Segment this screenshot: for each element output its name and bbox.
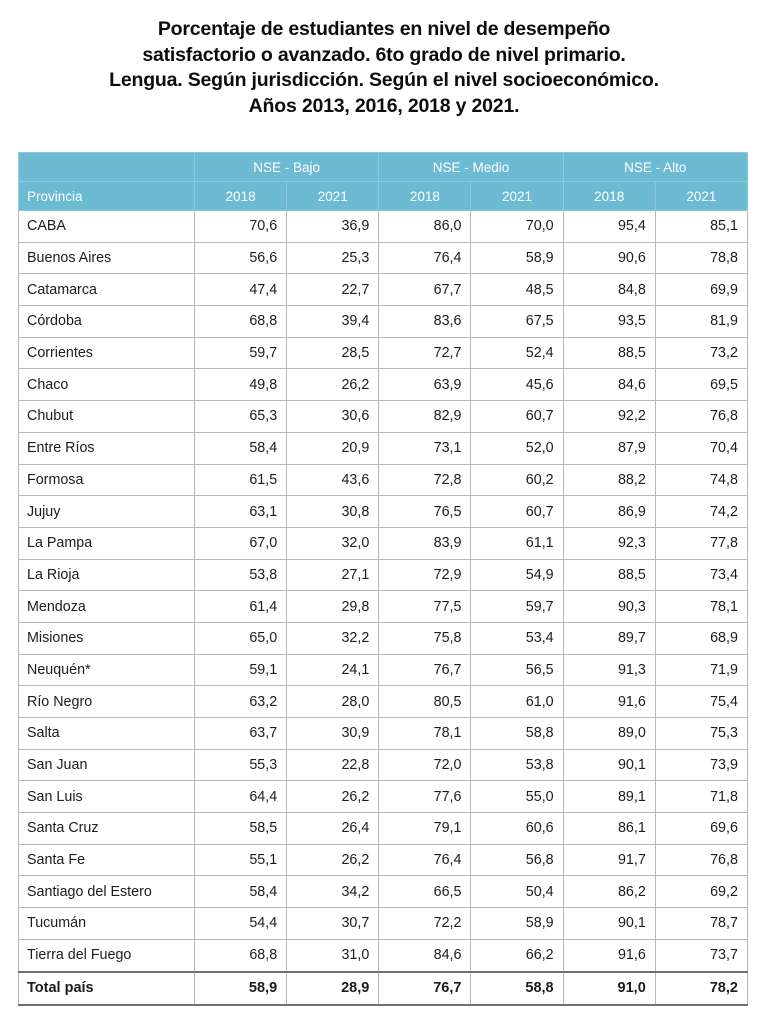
cell-provincia: CABA — [19, 211, 195, 243]
cell-bajo-2021: 43,6 — [287, 464, 379, 496]
cell-provincia: Neuquén* — [19, 654, 195, 686]
cell-medio-2021: 60,7 — [471, 401, 563, 433]
cell-bajo-2018: 58,5 — [195, 813, 287, 845]
cell-medio-2021: 56,8 — [471, 844, 563, 876]
cell-alto-2021: 71,8 — [655, 781, 747, 813]
cell-bajo-2018: 58,9 — [195, 972, 287, 1005]
header-medio-2021: 2021 — [471, 182, 563, 211]
cell-medio-2018: 77,5 — [379, 591, 471, 623]
title-line-2: satisfactorio o avanzado. 6to grado de nivel primario. — [142, 43, 626, 66]
cell-bajo-2018: 65,3 — [195, 401, 287, 433]
table-head — [19, 153, 748, 211]
table-row — [19, 939, 748, 971]
table-row — [19, 211, 748, 243]
cell-bajo-2021: 30,8 — [287, 496, 379, 528]
header-group-row — [19, 153, 748, 182]
table-row — [19, 464, 748, 496]
cell-alto-2021: 69,9 — [655, 274, 747, 306]
table-row-total — [19, 972, 748, 1005]
cell-medio-2021: 70,0 — [471, 211, 563, 243]
cell-bajo-2021: 26,4 — [287, 813, 379, 845]
cell-provincia: Chubut — [19, 401, 195, 433]
cell-bajo-2018: 63,2 — [195, 686, 287, 718]
cell-bajo-2021: 24,1 — [287, 654, 379, 686]
cell-alto-2018: 88,2 — [563, 464, 655, 496]
cell-alto-2021: 73,9 — [655, 749, 747, 781]
cell-alto-2018: 95,4 — [563, 211, 655, 243]
table-row — [19, 369, 748, 401]
cell-provincia: Buenos Aires — [19, 242, 195, 274]
title-line-3: Lengua. Según jurisdicción. Según el nivel socioeconómico. — [109, 69, 659, 91]
cell-provincia: La Rioja — [19, 559, 195, 591]
cell-provincia: Entre Ríos — [19, 432, 195, 464]
cell-bajo-2021: 30,6 — [287, 401, 379, 433]
cell-alto-2021: 70,4 — [655, 432, 747, 464]
table-row — [19, 306, 748, 338]
cell-bajo-2018: 68,8 — [195, 306, 287, 338]
table-row — [19, 622, 748, 654]
cell-provincia: Río Negro — [19, 686, 195, 718]
cell-alto-2021: 68,9 — [655, 622, 747, 654]
cell-medio-2021: 66,2 — [471, 939, 563, 971]
table-row — [19, 908, 748, 940]
table-row — [19, 242, 748, 274]
cell-medio-2021: 56,5 — [471, 654, 563, 686]
cell-alto-2021: 71,9 — [655, 654, 747, 686]
table-row — [19, 274, 748, 306]
cell-alto-2021: 69,2 — [655, 876, 747, 908]
cell-alto-2021: 73,2 — [655, 337, 747, 369]
cell-bajo-2018: 47,4 — [195, 274, 287, 306]
cell-bajo-2018: 58,4 — [195, 876, 287, 908]
cell-bajo-2021: 28,5 — [287, 337, 379, 369]
cell-alto-2018: 86,2 — [563, 876, 655, 908]
cell-medio-2018: 83,9 — [379, 527, 471, 559]
cell-alto-2021: 77,8 — [655, 527, 747, 559]
cell-alto-2018: 88,5 — [563, 559, 655, 591]
table-row — [19, 527, 748, 559]
cell-bajo-2018: 64,4 — [195, 781, 287, 813]
cell-medio-2021: 60,7 — [471, 496, 563, 528]
cell-alto-2018: 89,0 — [563, 718, 655, 750]
header-group-nse-medio: NSE - Medio — [379, 153, 563, 182]
cell-alto-2018: 91,3 — [563, 654, 655, 686]
data-table-container — [18, 152, 747, 1006]
table-row — [19, 432, 748, 464]
cell-medio-2018: 76,4 — [379, 844, 471, 876]
table-row — [19, 654, 748, 686]
header-bajo-2021: 2021 — [287, 182, 379, 211]
table-row — [19, 718, 748, 750]
cell-alto-2021: 76,8 — [655, 401, 747, 433]
cell-medio-2018: 76,7 — [379, 972, 471, 1005]
cell-bajo-2021: 34,2 — [287, 876, 379, 908]
cell-bajo-2018: 58,4 — [195, 432, 287, 464]
performance-table — [18, 152, 748, 1006]
cell-alto-2021: 81,9 — [655, 306, 747, 338]
cell-provincia: Chaco — [19, 369, 195, 401]
cell-provincia: Corrientes — [19, 337, 195, 369]
cell-provincia: San Juan — [19, 749, 195, 781]
cell-medio-2021: 61,1 — [471, 527, 563, 559]
cell-bajo-2018: 70,6 — [195, 211, 287, 243]
cell-provincia: Total país — [19, 972, 195, 1005]
table-row — [19, 496, 748, 528]
header-year-row — [19, 182, 748, 211]
cell-alto-2021: 73,7 — [655, 939, 747, 971]
cell-medio-2021: 48,5 — [471, 274, 563, 306]
cell-alto-2018: 87,9 — [563, 432, 655, 464]
header-alto-2018: 2018 — [563, 182, 655, 211]
cell-alto-2018: 84,6 — [563, 369, 655, 401]
cell-medio-2021: 53,4 — [471, 622, 563, 654]
cell-medio-2018: 72,8 — [379, 464, 471, 496]
cell-alto-2018: 91,6 — [563, 686, 655, 718]
cell-medio-2018: 76,7 — [379, 654, 471, 686]
cell-alto-2018: 88,5 — [563, 337, 655, 369]
cell-alto-2021: 78,1 — [655, 591, 747, 623]
cell-medio-2018: 76,4 — [379, 242, 471, 274]
cell-bajo-2018: 68,8 — [195, 939, 287, 971]
cell-medio-2021: 67,5 — [471, 306, 563, 338]
header-medio-2018: 2018 — [379, 182, 471, 211]
cell-provincia: Salta — [19, 718, 195, 750]
cell-medio-2018: 72,0 — [379, 749, 471, 781]
cell-medio-2018: 75,8 — [379, 622, 471, 654]
cell-medio-2018: 77,6 — [379, 781, 471, 813]
cell-medio-2021: 45,6 — [471, 369, 563, 401]
cell-alto-2021: 85,1 — [655, 211, 747, 243]
cell-medio-2021: 60,6 — [471, 813, 563, 845]
header-group-nse-bajo: NSE - Bajo — [195, 153, 379, 182]
cell-bajo-2018: 59,7 — [195, 337, 287, 369]
cell-medio-2021: 55,0 — [471, 781, 563, 813]
cell-bajo-2018: 56,6 — [195, 242, 287, 274]
cell-alto-2021: 78,8 — [655, 242, 747, 274]
cell-alto-2021: 69,6 — [655, 813, 747, 845]
cell-alto-2018: 90,6 — [563, 242, 655, 274]
cell-medio-2018: 66,5 — [379, 876, 471, 908]
cell-bajo-2018: 55,1 — [195, 844, 287, 876]
cell-medio-2021: 60,2 — [471, 464, 563, 496]
cell-alto-2018: 91,6 — [563, 939, 655, 971]
cell-alto-2021: 69,5 — [655, 369, 747, 401]
cell-medio-2021: 61,0 — [471, 686, 563, 718]
cell-alto-2021: 76,8 — [655, 844, 747, 876]
cell-bajo-2021: 32,2 — [287, 622, 379, 654]
cell-alto-2018: 89,1 — [563, 781, 655, 813]
cell-bajo-2018: 65,0 — [195, 622, 287, 654]
cell-medio-2018: 80,5 — [379, 686, 471, 718]
cell-alto-2018: 91,7 — [563, 844, 655, 876]
cell-bajo-2021: 26,2 — [287, 781, 379, 813]
table-row — [19, 401, 748, 433]
cell-bajo-2021: 26,2 — [287, 369, 379, 401]
cell-bajo-2018: 49,8 — [195, 369, 287, 401]
cell-alto-2018: 89,7 — [563, 622, 655, 654]
cell-provincia: Formosa — [19, 464, 195, 496]
cell-alto-2018: 93,5 — [563, 306, 655, 338]
cell-medio-2018: 83,6 — [379, 306, 471, 338]
cell-bajo-2021: 28,9 — [287, 972, 379, 1005]
cell-provincia: Tierra del Fuego — [19, 939, 195, 971]
cell-provincia: Santa Fe — [19, 844, 195, 876]
cell-medio-2021: 58,8 — [471, 718, 563, 750]
cell-alto-2021: 78,2 — [655, 972, 747, 1005]
cell-provincia: Misiones — [19, 622, 195, 654]
cell-alto-2018: 86,9 — [563, 496, 655, 528]
cell-medio-2018: 76,5 — [379, 496, 471, 528]
cell-alto-2018: 90,3 — [563, 591, 655, 623]
cell-bajo-2021: 22,7 — [287, 274, 379, 306]
cell-alto-2021: 74,2 — [655, 496, 747, 528]
cell-bajo-2021: 20,9 — [287, 432, 379, 464]
cell-bajo-2021: 39,4 — [287, 306, 379, 338]
cell-bajo-2021: 27,1 — [287, 559, 379, 591]
cell-bajo-2018: 63,7 — [195, 718, 287, 750]
cell-bajo-2018: 67,0 — [195, 527, 287, 559]
cell-alto-2021: 73,4 — [655, 559, 747, 591]
table-row — [19, 844, 748, 876]
cell-medio-2021: 50,4 — [471, 876, 563, 908]
cell-alto-2021: 75,3 — [655, 718, 747, 750]
table-row — [19, 749, 748, 781]
page-title — [30, 0, 738, 119]
cell-bajo-2018: 63,1 — [195, 496, 287, 528]
table-row — [19, 559, 748, 591]
title-line-1: Porcentaje de estudiantes en nivel de desempeño — [157, 18, 611, 40]
cell-provincia: Jujuy — [19, 496, 195, 528]
cell-medio-2018: 72,2 — [379, 908, 471, 940]
cell-bajo-2021: 32,0 — [287, 527, 379, 559]
cell-medio-2018: 84,6 — [379, 939, 471, 971]
cell-medio-2021: 54,9 — [471, 559, 563, 591]
title-line-4: Años 2013, 2016, 2018 y 2021. — [248, 94, 520, 117]
cell-medio-2018: 82,9 — [379, 401, 471, 433]
cell-bajo-2021: 30,7 — [287, 908, 379, 940]
cell-bajo-2018: 61,4 — [195, 591, 287, 623]
cell-medio-2018: 73,1 — [379, 432, 471, 464]
cell-alto-2021: 78,7 — [655, 908, 747, 940]
header-alto-2021: 2021 — [655, 182, 747, 211]
cell-alto-2021: 75,4 — [655, 686, 747, 718]
cell-medio-2018: 79,1 — [379, 813, 471, 845]
cell-medio-2021: 52,4 — [471, 337, 563, 369]
cell-medio-2018: 72,9 — [379, 559, 471, 591]
table-row — [19, 876, 748, 908]
cell-medio-2018: 86,0 — [379, 211, 471, 243]
cell-medio-2021: 58,9 — [471, 242, 563, 274]
header-corner-blank — [19, 153, 195, 182]
cell-bajo-2018: 54,4 — [195, 908, 287, 940]
table-row — [19, 591, 748, 623]
table-row — [19, 686, 748, 718]
cell-provincia: La Pampa — [19, 527, 195, 559]
cell-medio-2018: 72,7 — [379, 337, 471, 369]
cell-medio-2021: 58,9 — [471, 908, 563, 940]
header-group-nse-alto: NSE - Alto — [563, 153, 747, 182]
cell-medio-2018: 67,7 — [379, 274, 471, 306]
table-row — [19, 813, 748, 845]
cell-bajo-2021: 25,3 — [287, 242, 379, 274]
cell-bajo-2021: 30,9 — [287, 718, 379, 750]
cell-bajo-2018: 59,1 — [195, 654, 287, 686]
header-bajo-2018: 2018 — [195, 182, 287, 211]
cell-alto-2018: 90,1 — [563, 749, 655, 781]
cell-medio-2021: 52,0 — [471, 432, 563, 464]
cell-bajo-2018: 55,3 — [195, 749, 287, 781]
cell-alto-2018: 86,1 — [563, 813, 655, 845]
cell-bajo-2018: 61,5 — [195, 464, 287, 496]
cell-provincia: San Luis — [19, 781, 195, 813]
cell-bajo-2018: 53,8 — [195, 559, 287, 591]
table-row — [19, 337, 748, 369]
table-row — [19, 781, 748, 813]
cell-bajo-2021: 22,8 — [287, 749, 379, 781]
cell-alto-2018: 91,0 — [563, 972, 655, 1005]
header-provincia: Provincia — [19, 182, 195, 211]
cell-provincia: Catamarca — [19, 274, 195, 306]
cell-provincia: Mendoza — [19, 591, 195, 623]
cell-bajo-2021: 29,8 — [287, 591, 379, 623]
cell-bajo-2021: 28,0 — [287, 686, 379, 718]
cell-provincia: Tucumán — [19, 908, 195, 940]
cell-medio-2021: 53,8 — [471, 749, 563, 781]
cell-medio-2018: 78,1 — [379, 718, 471, 750]
cell-bajo-2021: 36,9 — [287, 211, 379, 243]
cell-medio-2018: 63,9 — [379, 369, 471, 401]
cell-provincia: Córdoba — [19, 306, 195, 338]
cell-alto-2021: 74,8 — [655, 464, 747, 496]
cell-medio-2021: 59,7 — [471, 591, 563, 623]
cell-provincia: Santiago del Estero — [19, 876, 195, 908]
cell-bajo-2021: 26,2 — [287, 844, 379, 876]
cell-alto-2018: 92,2 — [563, 401, 655, 433]
cell-bajo-2021: 31,0 — [287, 939, 379, 971]
cell-alto-2018: 92,3 — [563, 527, 655, 559]
cell-medio-2021: 58,8 — [471, 972, 563, 1005]
cell-alto-2018: 84,8 — [563, 274, 655, 306]
cell-alto-2018: 90,1 — [563, 908, 655, 940]
table-body — [19, 211, 748, 1005]
cell-provincia: Santa Cruz — [19, 813, 195, 845]
